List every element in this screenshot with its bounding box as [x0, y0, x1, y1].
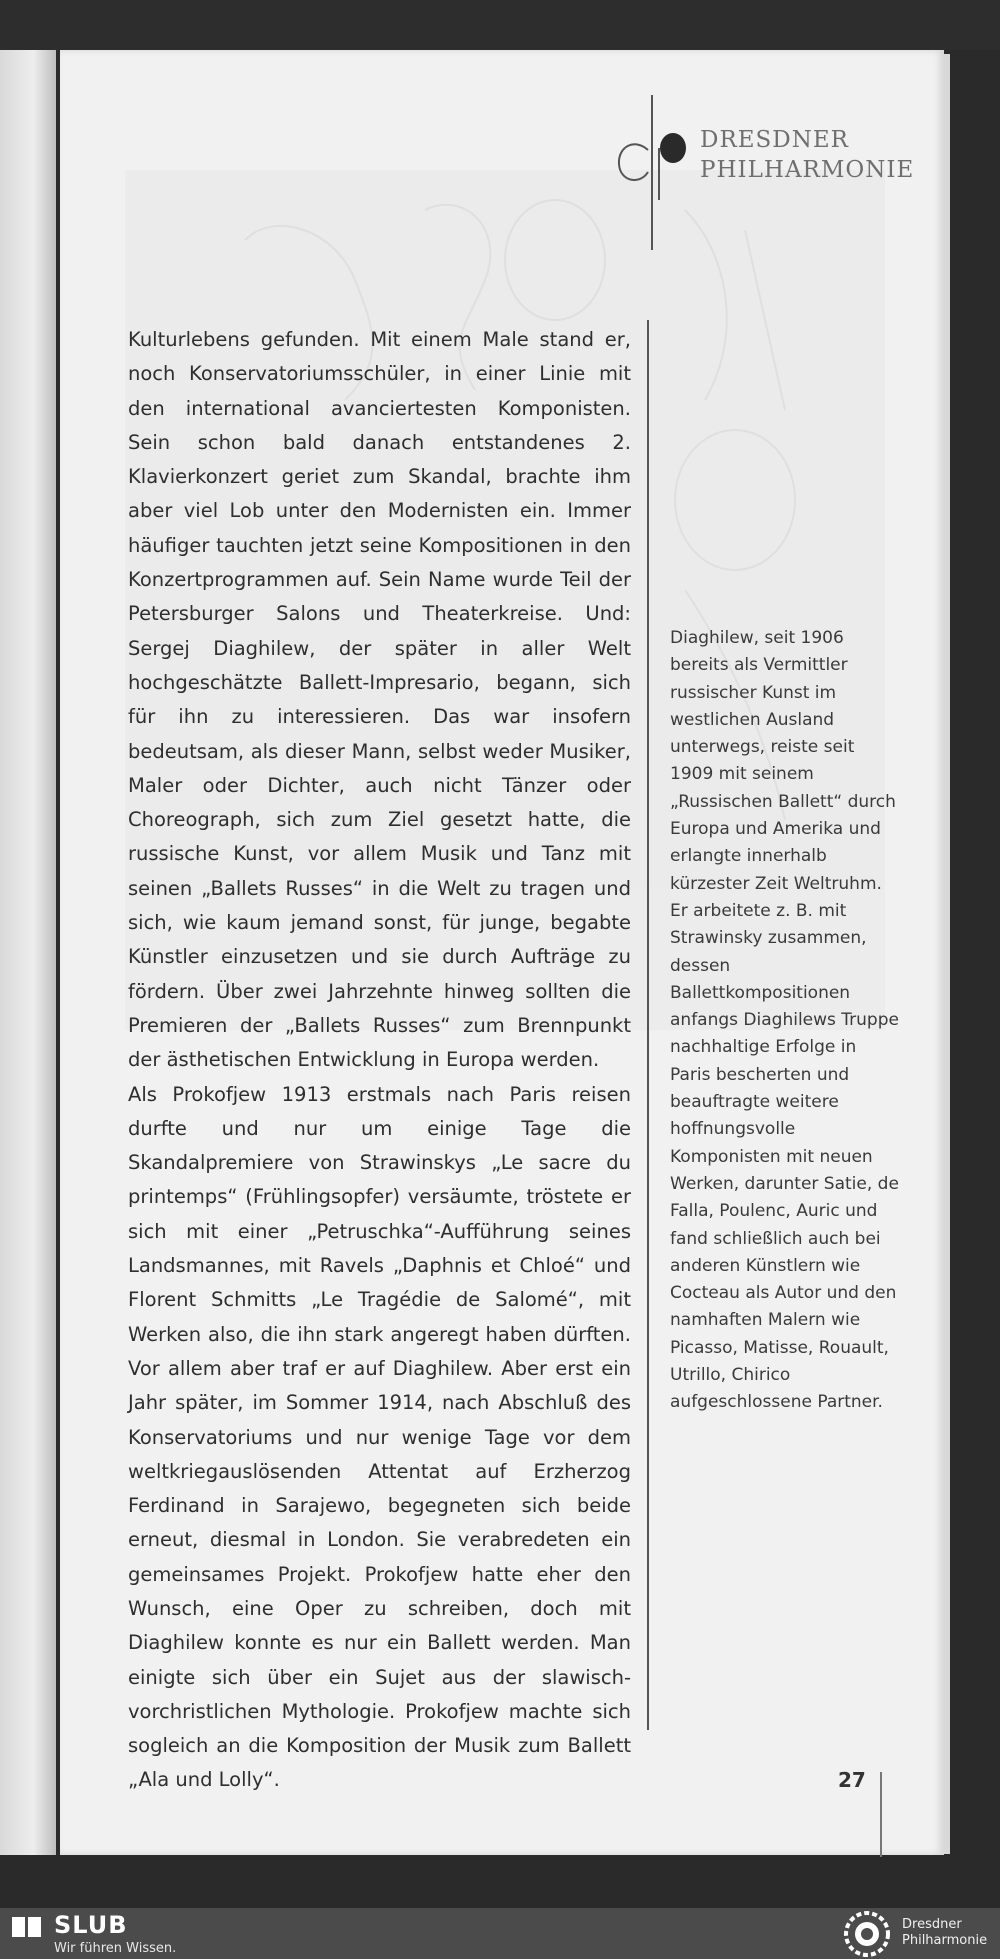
main-paragraph-2: Als Prokofjew 1913 erstmals nach Paris reisen durfte und nur um einige Tage die Skandalpremiere von Strawinskys „Le sacre du printemps“ (Frühlingsopfer) versäumte, tröstete er sich mit einer „Petruschka“-Aufführung seines Landsmannes, mit Ravels „Daphnis et Chloé“ und Florent Schmitts „Le Tragédie de Salomé“, mit Werken also, die ihn stark angeregt haben dürften. Vor allem aber traf er auf Diaghilew. Aber erst ein Jahr später, im Sommer 1914, nach Abschluß des Konservatoriums und nur wenige Tage vor dem weltkriegauslösenden Attentat auf Erzherzog Ferdinand in Sarajewo, begegneten sich beide erneut, diesmal in London. Sie verabredeten ein gemeinsames Projekt. Prokofjew hatte eher den Wunsch, eine Oper zu schreiben, doch mit Diaghilew konnte es nur ein Ballett werden. Man einigte sich über ein Sujet aus der slawisch-vorchristlichen Mythologie. Prokofjew machte sich sogleich an die Komposition der Musik zum Ballett „Ala und Lolly“.	[128, 1082, 631, 1792]
viewer-footer-bar	[0, 1908, 1000, 1959]
dp-monogram-icon	[610, 90, 700, 260]
philharmonie-rosette-icon	[840, 1910, 894, 1958]
main-article-text	[128, 323, 631, 1798]
sidebar-note: Diaghilew, seit 1906 bereits als Vermittler russischer Kunst im westlichen Ausland unterwegs, reiste seit 1909 mit seinem „Russischen Ballett“ durch Europa und Amerika und erlangte innerhalb kürzester Zeit Weltruhm. Er arbeitete z. B. mit Strawinsky zusammen, dessen Ballettkompositionen anfangs Diaghilews Truppe nachhaltige Erfolge in Paris bescherten und beauftragte weitere hoffnungsvolle Komponisten mit neuen Werken, darunter Satie, de Falla, Poulenc, Auric und fand schließlich auch bei anderen Künstlern wie Cocteau als Autor und den namhaften Malern wie Picasso, Matisse, Rouault, Utrillo, Chirico aufgeschlossene Partner.	[670, 628, 899, 1413]
page-number: 27	[838, 1768, 866, 1792]
column-divider	[647, 320, 649, 1730]
dresdner-philharmonie-logo	[610, 90, 915, 260]
main-paragraph-1: Kulturlebens gefunden. Mit einem Male stand er, noch Konservatoriumsschüler, in einer Linie mit den international avanciertesten Komponisten. Sein schon bald danach entstandenes 2. Klavierkonzert geriet zum Skandal, brachte ihm aber viel Lob unter den Modernisten ein. Immer häufiger tauchten jetzt seine Kompositionen in den Konzertprogrammen auf. Sein Name wurde Teil der Petersburger Salons und Theaterkreise. Und: Sergej Diaghilew, der später in aller Welt hochgeschätzte Ballett-Impresario, begann, sich für ihn zu interessieren. Das war insofern bedeutsam, als dieser Mann, selbst weder Musiker, Maler oder Dichter, auch nicht Tänzer oder Choreograph, sich zum Ziel gesetzt hatte, die russische Kunst, vor allem Musik und Tanz mit seinen „Ballets Russes“ in die Welt zu tragen und sich, wie kaum jemand sonst, für junge, begabte Künstler einzusetzen und sie durch Aufträge zu fördern. Über zwei Jahrzehnte hinweg sollten die Premieren der „Ballets Russes“ zum Brennpunkt der ästhetischen Entwicklung in Europa werden.	[128, 328, 631, 1072]
slub-slogan: Wir führen Wissen.	[54, 1941, 177, 1956]
logo-text-line2: PHILHARMONIE	[700, 157, 915, 183]
partner-logo-text	[902, 1917, 987, 1949]
previous-page-edge	[0, 50, 56, 1855]
logo-text-line1: DRESDNER	[700, 127, 849, 153]
partner-line1: Dresdner	[902, 1917, 962, 1932]
page-number-rule	[880, 1772, 882, 1857]
partner-line2: Philharmonie	[902, 1933, 988, 1948]
scan-background-top	[0, 0, 1000, 50]
slub-book-icon	[10, 1914, 44, 1940]
page-edge	[944, 54, 950, 1854]
slub-name: SLUB	[54, 1911, 128, 1939]
